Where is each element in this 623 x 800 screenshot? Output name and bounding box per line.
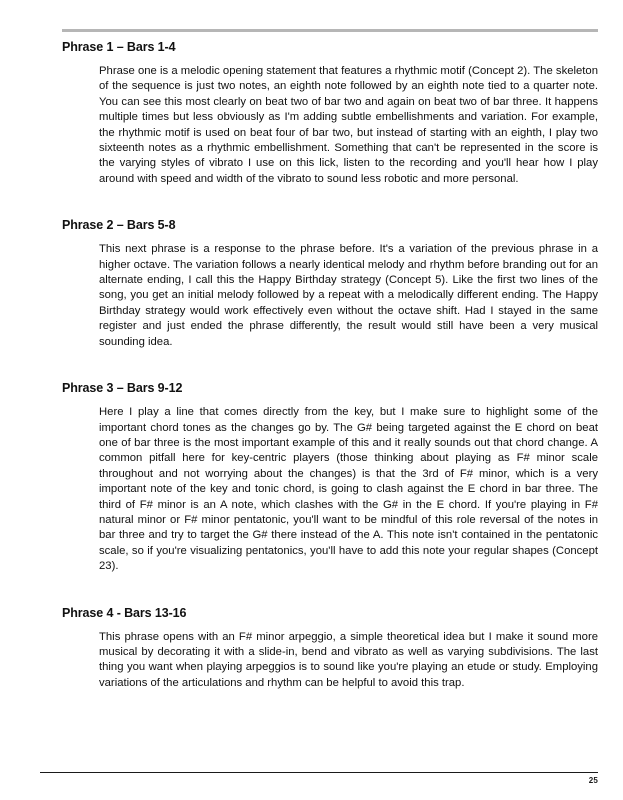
section-body-phrase-3: Here I play a line that comes directly from the key, but I make sure to highlight some of the important chord tones as the changes go by. The G# being targeted against the E chord on beat one of bar three is the most important example of this and it really sounds out that chord change. A common pitfall here for key-centric players (those thinking about playing as F# minor scale throughout and not worrying about the changes) is that the 3rd of F# minor, which is a very important note of the key and tonic chord, is going to clash against the E chord in bar three. The third of F# minor is an A note, which clashes with the G# in the E chord. If you're playing in F# natural minor or F# minor pentatonic, you'll want to be mindful of this role reversal of the notes in bar three and try to target the G# there instead of the A. This note isn't contained in the pentatonic scale, so if you're visualizing pentatonics, you'll have to add this note your regular shapes (Concept 23).: [99, 406, 598, 573]
section-phrase-2: [62, 218, 598, 350]
section-spacer: [62, 350, 598, 381]
section-spacer: [62, 575, 598, 606]
section-phrase-1: [62, 40, 598, 187]
section-heading-phrase-4: Phrase 4 - Bars 13-16: [62, 605, 187, 620]
section-phrase-3: [62, 381, 598, 574]
section-heading-phrase-3: Phrase 3 – Bars 9-12: [62, 381, 183, 396]
section-body-phrase-4: This phrase opens with an F# minor arpeggio, a simple theoretical idea but I make it sound more musical by decorating it with a slide-in, bend and vibrato as well as varying subdivisions. The last thing you want when playing arpeggios is to sound like you're playing an etude or study. Employing variations of the articulations and rhythm can be helpful to avoid this trap.: [99, 630, 598, 689]
section-heading-phrase-1: Phrase 1 – Bars 1-4: [62, 40, 176, 54]
document-content: [62, 40, 598, 691]
section-body-phrase-1: Phrase one is a melodic opening statement that features a rhythmic motif (Concept 2). The skeleton of the sequence is just two notes, an eighth note followed by an eighth note tied to a quarter note. You can see this most clearly on beat two of bar two and again on beat two of bar three. It happens multiple times but less obviously as I'm adding subtle embellishments and variation. For example, the rhythmic motif is used on beat four of bar two, but instead of starting with an eighth, I play two sixteenth notes as a rhythmic embellishment. Something that can't be represented in the score is the varying styles of vibrato I use on this lick, listen to the recording and you'll hear how I play around with speed and width of the vibrato to sound less robotic and more personal.: [99, 65, 598, 185]
section-body-phrase-2: This next phrase is a response to the phrase before. It's a variation of the previous phrase in a higher octave. The variation follows a nearly identical melody and rhythm before branding out for an alternate ending, I call this the Happy Birthday strategy (Concept 5). Like the first two lines of the song, you get an initial melody followed by a repeat with a melodically different ending. The Happy Birthday strategy would work effectively even without the octave shift. Had I stayed in the same register and just ended the phrase differently, the result would still have been a very musical sounding idea.: [99, 243, 598, 348]
header-rule: [62, 29, 598, 32]
footer-rule: [40, 772, 598, 773]
section-spacer: [62, 187, 598, 218]
page-number: 25: [588, 776, 598, 785]
section-heading-phrase-2: Phrase 2 – Bars 5-8: [62, 218, 176, 233]
section-phrase-4: [62, 606, 598, 692]
